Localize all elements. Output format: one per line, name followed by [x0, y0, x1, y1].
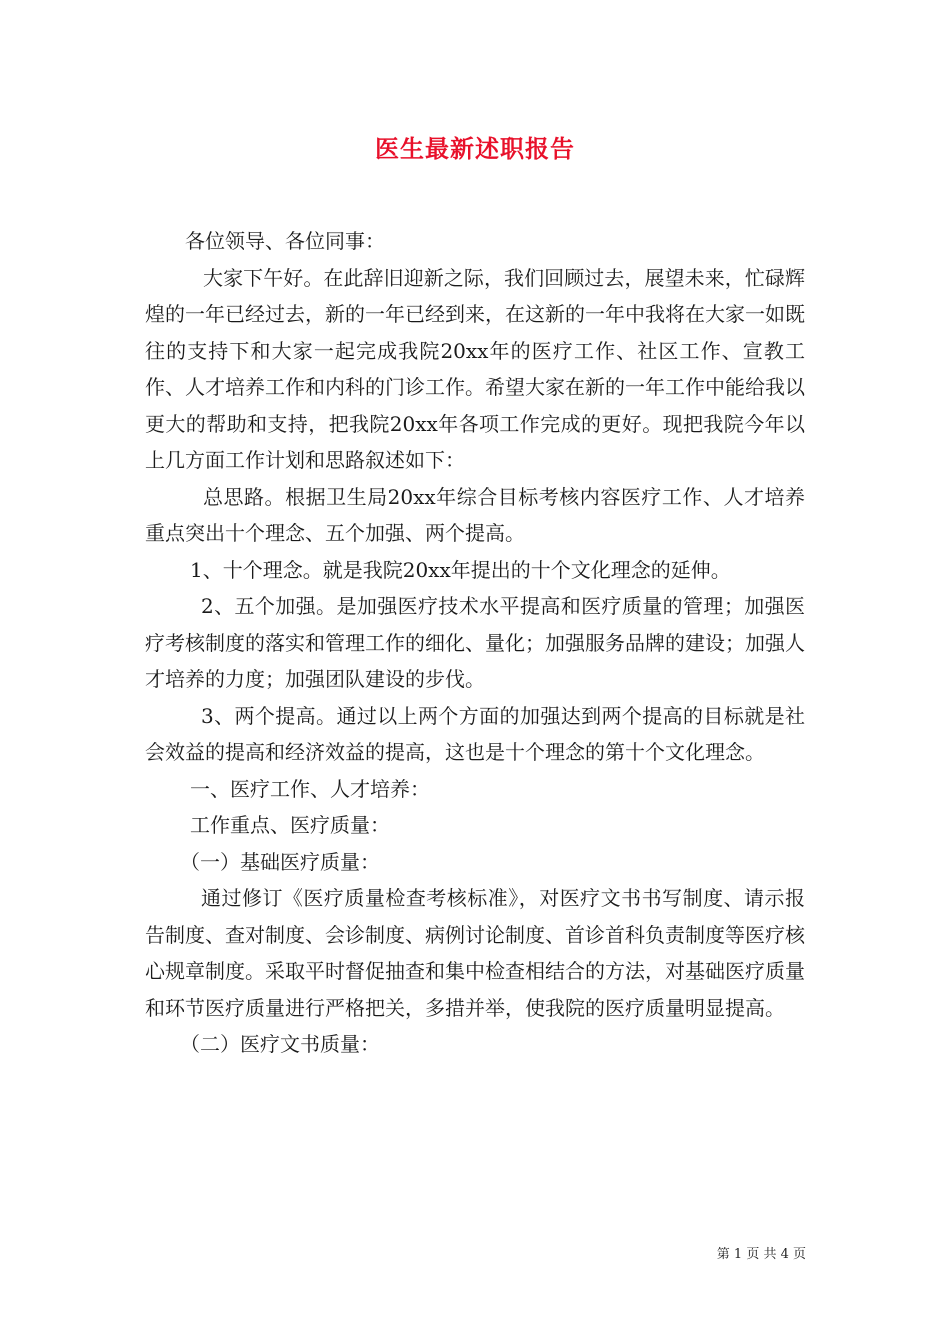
- paragraph: 1、十个理念。就是我院20xx年提出的十个文化理念的延伸。: [190, 557, 731, 582]
- paragraph: 总思路。根据卫生局20xx年综合目标考核内容医疗工作、人才培养重点突出十个理念、五个加强、两个提高。: [145, 484, 805, 545]
- page-title: 医生最新述职报告: [375, 134, 575, 163]
- paragraph: 各位领导、各位同事：: [185, 229, 385, 253]
- paragraph: （一）基础医疗质量：: [180, 849, 380, 874]
- paragraph: 一、医疗工作、人才培养：: [190, 776, 430, 801]
- page-number: 第 1 页 共 4 页: [716, 1247, 806, 1262]
- paragraph: 3、两个提高。通过以上两个方面的加强达到两个提高的目标就是社会效益的提高和经济效益的提高，这也是十个理念的第十个文化理念。: [145, 703, 805, 764]
- paragraph: 工作重点、医疗质量：: [190, 813, 390, 837]
- paragraph: 通过修订《医疗质量检查考核标准》，对医疗文书书写制度、请示报告制度、查对制度、会诊制度、病例讨论制度、首诊首科负责制度等医疗核心规章制度。采取平时督促抽查和集中检查相结合的方法，对基础医疗质量和环节医疗质量进行严格把关，多措并举，使我院的医疗质量明显提高。: [145, 886, 805, 1020]
- paragraph: 大家下午好。在此辞旧迎新之际，我们回顾过去，展望未来，忙碌辉煌的一年已经过去，新的一年已经到来，在这新的一年中我将在大家一如既往的支持下和大家一起完成我院20xx年的医疗工作、社区工作、宣教工作、人才培养工作和内科的门诊工作。希望大家在新的一年工作中能给我以更大的帮助和支持，把我院20xx年各项工作完成的更好。现把我院今年以上几方面工作计划和思路叙述如下：: [145, 265, 805, 472]
- document-body: [145, 223, 805, 1063]
- paragraph: 2、五个加强。是加强医疗技术水平提高和医疗质量的管理；加强医疗考核制度的落实和管理工作的细化、量化；加强服务品牌的建设；加强人才培养的力度；加强团队建设的步伐。: [145, 594, 805, 691]
- paragraph: （二）医疗文书质量：: [180, 1032, 380, 1056]
